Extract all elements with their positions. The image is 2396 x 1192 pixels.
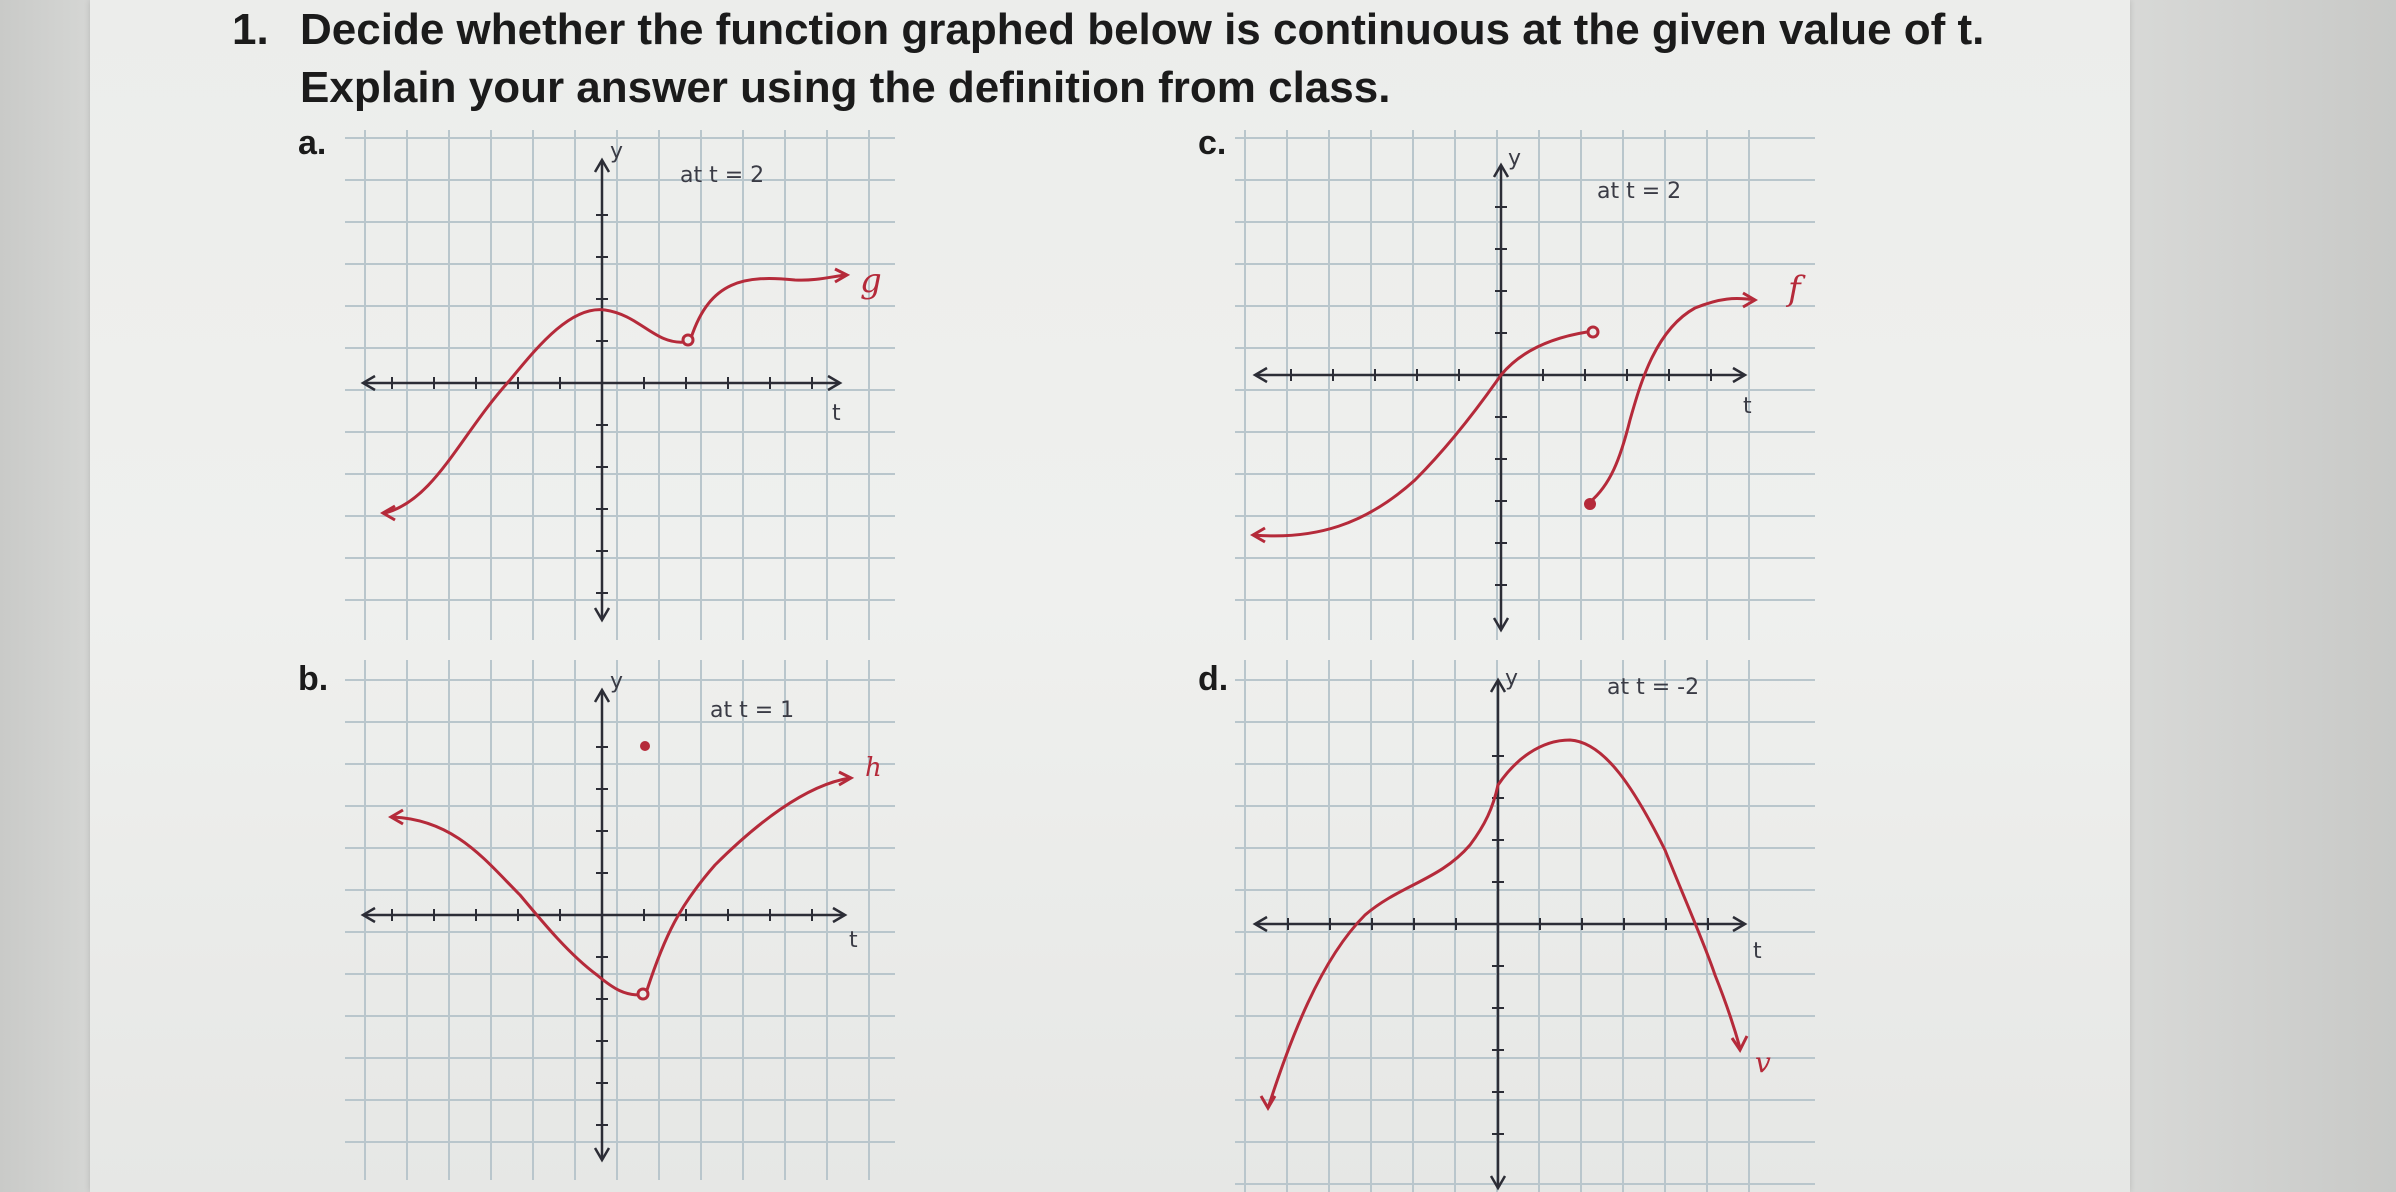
note-c: at t = 2 [1597, 179, 1682, 204]
xaxis-label-b: t [849, 928, 858, 953]
label-c: c. [1198, 124, 1227, 162]
function-name-b: h [865, 753, 882, 783]
graph-d [1235, 660, 1835, 1192]
yaxis-label-b: y [610, 669, 624, 694]
problem-number: 1. [232, 5, 269, 54]
grid-c [1235, 130, 1815, 640]
problem-line-2: Explain your answer using the definition from class. [300, 63, 1391, 112]
note-b: at t = 1 [710, 698, 795, 723]
graph-b [345, 660, 905, 1180]
yaxis-label-c: y [1508, 146, 1522, 171]
function-name-c: f [1788, 269, 1801, 309]
yaxis-label-a: y [610, 139, 624, 164]
xaxis-label-a: t [832, 401, 841, 426]
problem-line-1: Decide whether the function graphed below is continuous at the given value of t. [300, 5, 1985, 54]
graph-a [345, 130, 905, 650]
xaxis-label-c: t [1743, 394, 1752, 419]
note-a: at t = 2 [680, 163, 765, 188]
grid-d [1235, 660, 1815, 1192]
label-d: d. [1198, 660, 1229, 698]
label-a: a. [298, 124, 327, 162]
axes-b [363, 690, 845, 1160]
yaxis-label-d: y [1505, 666, 1519, 691]
xaxis-label-d: t [1753, 939, 1762, 964]
graph-c [1235, 130, 1835, 650]
function-name-d: v [1755, 1046, 1771, 1079]
function-name-a: g [860, 261, 882, 301]
label-b: b. [298, 660, 329, 698]
curve-b [391, 741, 851, 999]
note-d: at t = -2 [1607, 675, 1700, 700]
